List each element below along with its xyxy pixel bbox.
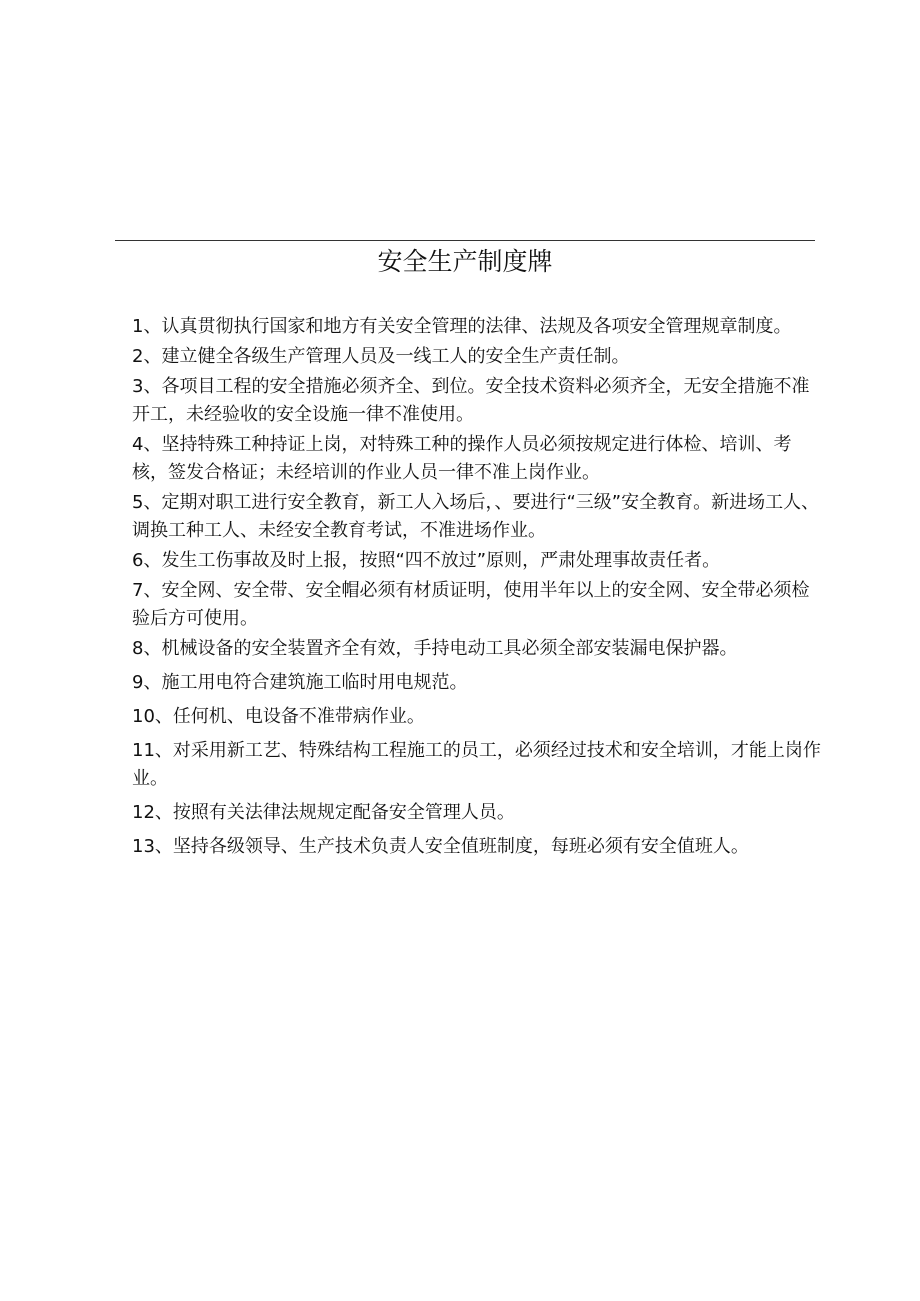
rule-item-1: 1、认真贯彻执行国家和地方有关安全管理的法律、法规及各项安全管理规章制度。 (132, 316, 792, 337)
rule-item-4: 4、坚持特殊工种持证上岗，对特殊工种的操作人员必须按规定进行体检、培训、考核，签发合格证；未经培训的作业人员一律不准上岗作业。 (132, 434, 792, 483)
rule-item-3: 3、各项目工程的安全措施必须齐全、到位。安全技术资料必须齐全，无安全措施不准开工，未经验收的安全设施一律不准使用。 (132, 376, 810, 425)
rule-item-9: 9、施工用电符合建筑施工临时用电规范。 (132, 672, 468, 693)
rule-item-11: 11、对采用新工艺、特殊结构工程施工的员工，必须经过技术和安全培训，才能上岗作业。 (132, 740, 821, 789)
rule-item-6: 6、发生工伤事故及时上报，按照“四不放过”原则，严肃处理事故责任者。 (132, 550, 721, 571)
rule-item-7: 7、安全网、安全带、安全帽必须有材质证明，使用半年以上的安全网、安全带必须检验后方可使用。 (132, 580, 810, 629)
rule-item-8: 8、机械设备的安全装置齐全有效，手持电动工具必须全部安装漏电保护器。 (132, 638, 738, 659)
document-title: 安全生产制度牌 (377, 247, 553, 276)
rule-item-2: 2、建立健全各级生产管理人员及一线工人的安全生产责任制。 (132, 346, 630, 367)
title-divider (115, 240, 815, 241)
rule-item-10: 10、任何机、电设备不准带病作业。 (132, 706, 425, 727)
rule-item-12: 12、按照有关法律法规规定配备安全管理人员。 (132, 802, 515, 823)
rule-item-13: 13、坚持各级领导、生产技术负责人安全值班制度，每班必须有安全值班人。 (132, 836, 749, 857)
rules-list (132, 313, 822, 861)
rule-item-5: 5、定期对职工进行安全教育，新工人入场后，、要进行“三级”安全教育。新进场工人、调换工种工人、未经安全教育考试，不准进场作业。 (132, 492, 820, 541)
